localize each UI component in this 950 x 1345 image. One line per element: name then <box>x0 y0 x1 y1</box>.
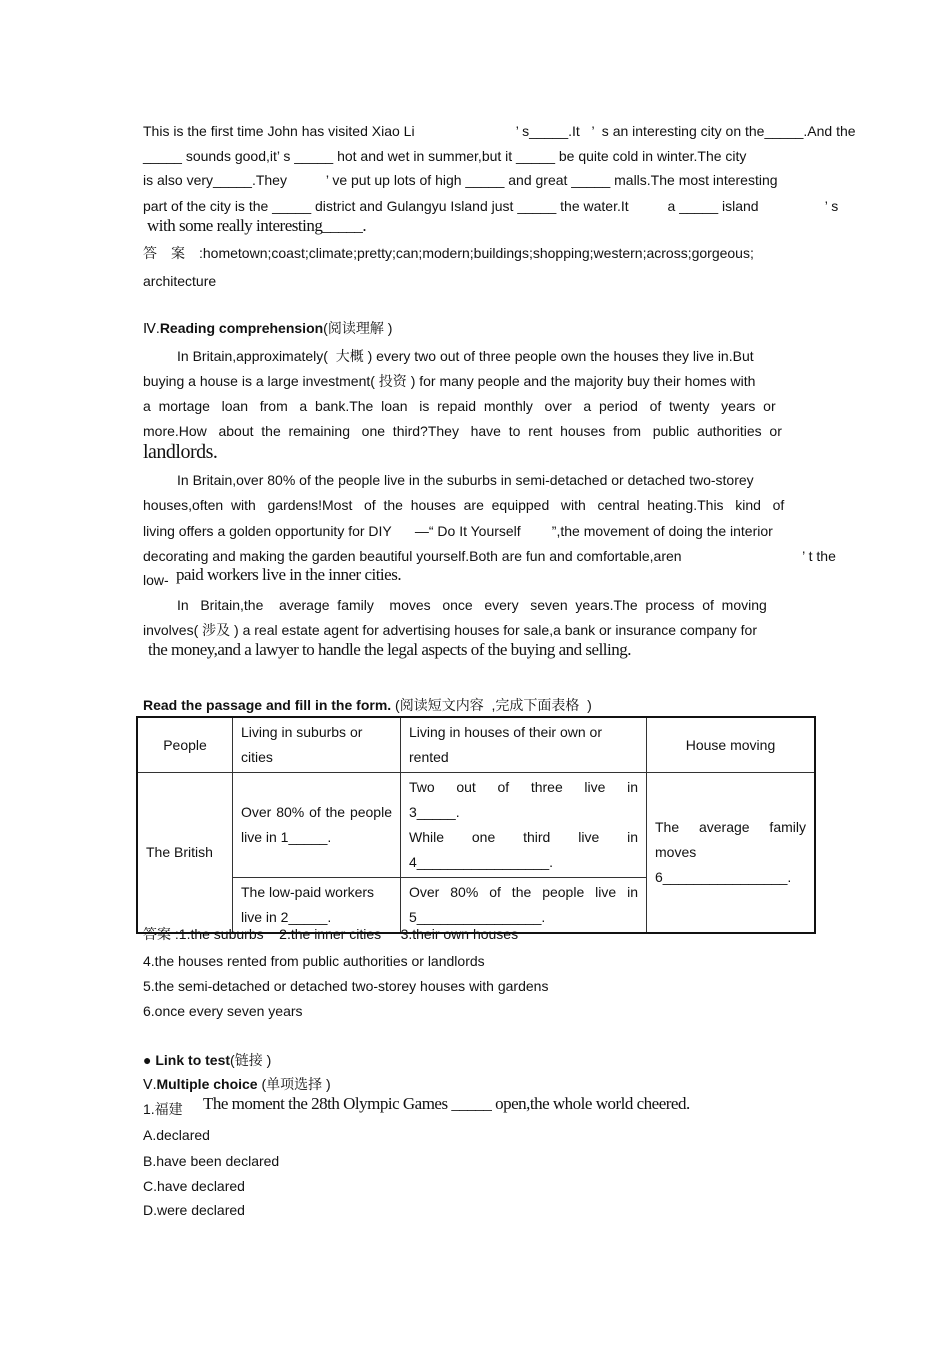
cell-line: The average family <box>655 819 806 835</box>
cloze-line: This is the first time John has visited Xiao Li ’ s_____.It ’ s an interesting city on the_____.And the <box>143 123 856 139</box>
cloze-line: is also very_____.They ’ ve put up lots of high _____ and great _____ malls.The most interesting <box>143 172 778 188</box>
reading-line: involves( 涉及 ) a real estate agent for advertising houses for sale,a bank or insurance company for <box>143 622 757 638</box>
reading-line: living offers a golden opportunity for DIY —“ Do It Yourself ”,the movement of doing the interior <box>143 523 773 539</box>
reading-line: a mortage loan from a bank.The loan is repaid monthly over a period of twenty years or <box>143 398 776 414</box>
form-answer <box>143 925 518 943</box>
cloze-answer <box>143 244 754 262</box>
header-people: People <box>137 717 233 773</box>
heading-text: Multiple choice <box>156 1076 258 1092</box>
reading-line: more.How about the remaining one third?They have to rent houses from public authorities or <box>143 423 782 439</box>
reading-line: In Britain,approximately( 大概 ) every two out of three people own the houses they live in.But <box>177 348 754 364</box>
cloze-line: part of the city is the _____ district and Gulangyu Island just _____ the water.It a _____ island ’ s <box>143 198 839 214</box>
bullet-icon: ● <box>143 1052 152 1068</box>
option-b: B.have been declared <box>143 1153 280 1169</box>
reading-line: houses,often with gardens!Most of the houses are equipped with central heating.This kind of <box>143 497 785 513</box>
question-number: 1.福建 <box>143 1101 183 1117</box>
reading-line: the money,and a lawyer to handle the legal aspects of the buying and selling. <box>148 640 631 659</box>
cell-line: Two out of three live in <box>409 779 638 795</box>
answer-label: 答 案 : <box>143 245 203 261</box>
option-c: C.have declared <box>143 1178 245 1194</box>
reading-line: In Britain,the average family moves once every seven years.The process of moving <box>177 597 767 613</box>
header-house-moving: House moving <box>647 717 816 773</box>
link-to-test <box>143 1051 271 1069</box>
cell-line: Over 80% of the people live in <box>409 884 638 900</box>
reading-line: decorating and making the garden beautiful yourself.Both are fun and comfortable,aren ’ t the <box>143 548 836 564</box>
heading-num: Ⅴ. <box>143 1076 157 1092</box>
option-d: D.were declared <box>143 1202 245 1218</box>
answer-text: 1.the suburbs 2.the inner cities 3.their own houses <box>178 926 519 942</box>
option-a: A.declared <box>143 1127 210 1143</box>
cell-blank-2: The low-paid workers live in 2_____. <box>233 878 401 934</box>
cell-line: 4_________________. <box>409 854 554 870</box>
reading-line: paid workers live in the inner cities. <box>176 565 402 584</box>
cell-blank-6 <box>647 773 816 934</box>
mc-heading <box>143 1075 331 1093</box>
cloze-line: with some really interesting_____. <box>147 216 367 235</box>
reading-heading <box>143 319 392 337</box>
reading-line: buying a house is a large investment( 投资 ) for many people and the majority buy their homes with <box>143 373 756 389</box>
question-text: The moment the 28th Olympic Games _____ open,the whole world cheered. <box>203 1094 690 1113</box>
heading-cn: (单项选择 ) <box>257 1076 331 1092</box>
cell-line: moves <box>655 844 697 860</box>
heading-text: Reading comprehension <box>159 320 324 336</box>
cell-blank-1: Over 80% of the people live in 1_____. <box>233 773 401 878</box>
cell-line: 6________________. <box>655 869 792 885</box>
form-answer: 6.once every seven years <box>143 1003 303 1019</box>
row-label: The British <box>137 773 233 934</box>
heading-cn: (阅读理解 ) <box>323 320 393 336</box>
answer-label: 答案 : <box>143 926 179 942</box>
cell-line: 5________________. <box>409 909 546 925</box>
answer-text: hometown;coast;climate;pretty;can;modern;buildings;shopping;western;across;gorgeous; <box>202 245 754 261</box>
form-heading <box>143 696 592 714</box>
form-answer: 4.the houses rented from public authorities or landlords <box>143 953 485 969</box>
header-living-location: Living in suburbs or cities <box>233 717 401 773</box>
link-cn: (链接 ) <box>230 1052 272 1068</box>
cloze-answer-cont: architecture <box>143 273 217 289</box>
link-label: Link to test <box>155 1052 231 1068</box>
form-heading-cn: (阅读短文内容 ,完成下面表格 ) <box>391 697 592 713</box>
heading-num: Ⅳ. <box>143 320 160 336</box>
fill-in-form <box>136 716 816 934</box>
reading-line: landlords. <box>143 441 218 463</box>
header-ownership: Living in houses of their own or rented <box>401 717 647 773</box>
cell-blanks-3-4 <box>401 773 647 878</box>
cell-line: 3_____. <box>409 804 460 820</box>
form-answer: 5.the semi-detached or detached two-storey houses with gardens <box>143 978 549 994</box>
cloze-line: _____ sounds good,it’ s _____ hot and wet in summer,but it _____ be quite cold in winter.The city <box>143 148 747 164</box>
cell-line: While one third live in <box>409 829 638 845</box>
form-heading-text: Read the passage and fill in the form. <box>143 697 392 713</box>
reading-line: low- <box>143 572 169 588</box>
reading-line: In Britain,over 80% of the people live in the suburbs in semi-detached or detached two-storey <box>177 472 754 488</box>
